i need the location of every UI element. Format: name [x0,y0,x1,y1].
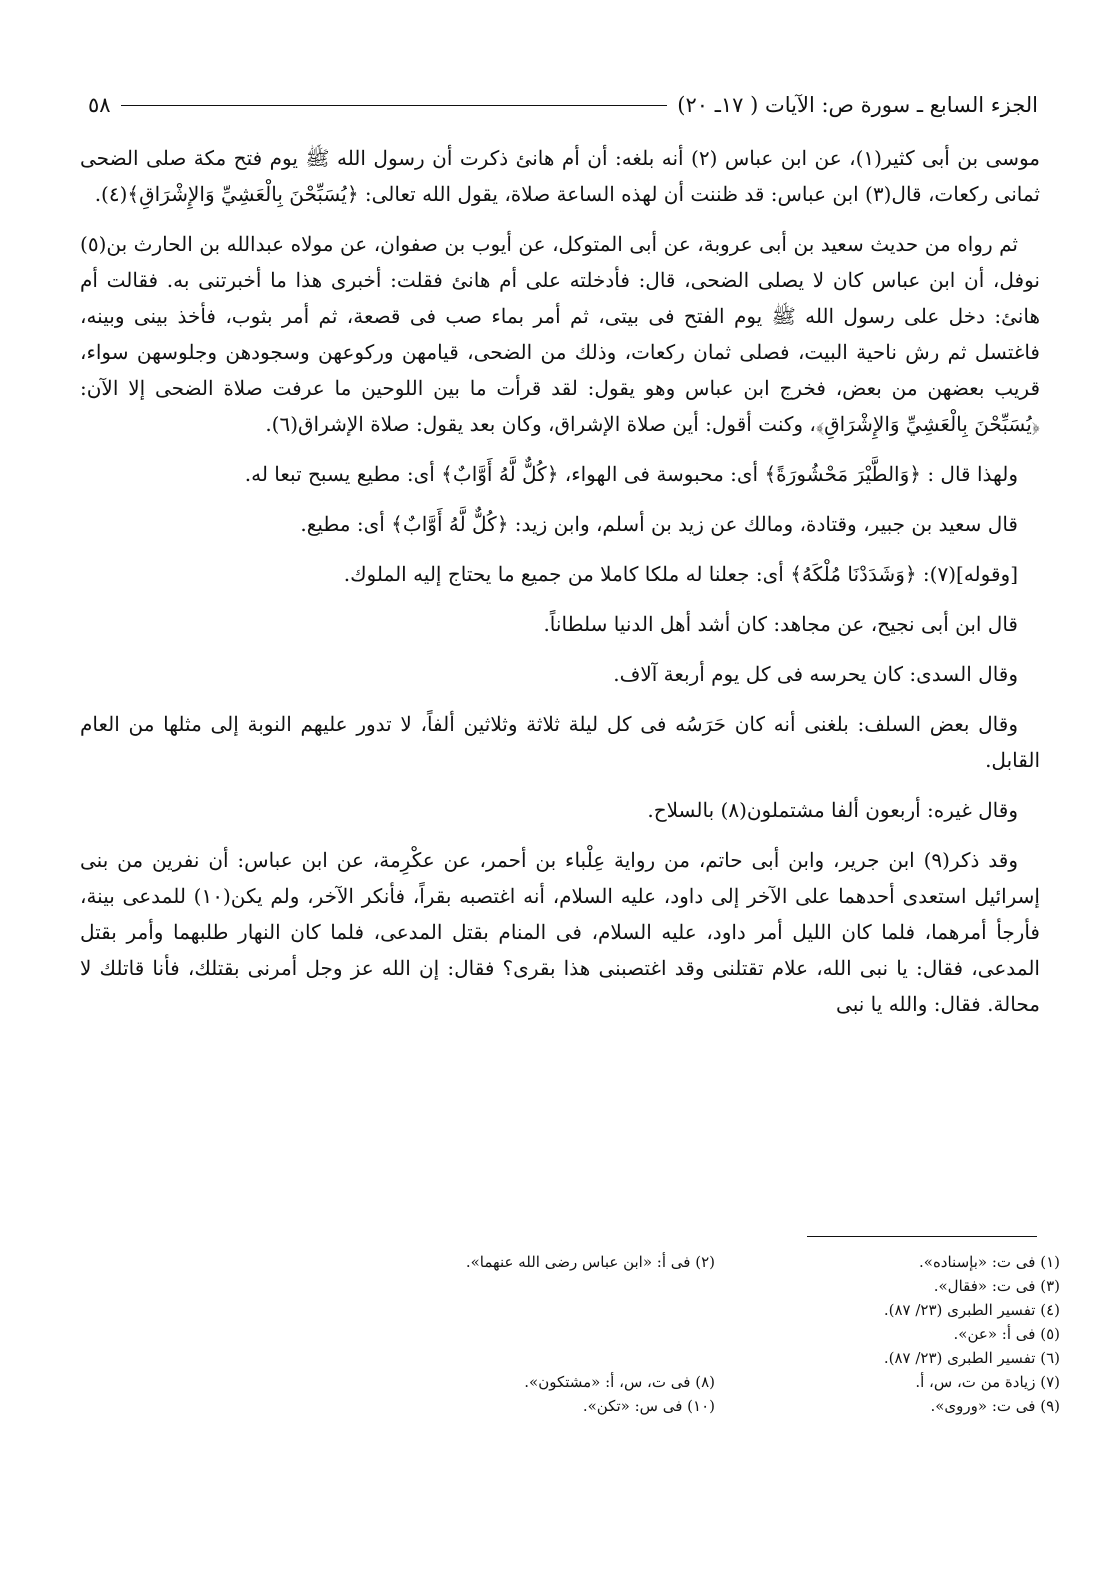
footnote: (٨) فى ت، س، أ: «مشتكون». [524,1373,715,1391]
footnote-row [300,1250,1060,1274]
header-rule [121,105,668,106]
page-header [88,88,1038,122]
main-text [80,140,1040,1036]
footnote: (٣) فى ت: «فقال». [933,1277,1060,1295]
paragraph: [وقوله](٧): ﴿وَشَدَدْنَا مُلْكَهُ﴾ أى: جعلنا له ملكا كاملا من جميع ما يحتاج إليه الملوك. [343,562,1018,586]
footnote-rule [807,1236,1037,1237]
footnote: (٧) زيادة من ت، س، أ. [915,1373,1060,1391]
page-number: ٥٨ [88,93,111,117]
footnote [385,1346,715,1370]
footnote: (٩) فى ت: «وروى». [930,1397,1060,1415]
footnote: (٢) فى أ: «ابن عباس رضى الله عنهما». [465,1253,715,1271]
footnote [385,1322,715,1346]
footnote: (١٠) فى س: «تكن». [582,1397,715,1415]
paragraph: قال ابن أبى نجيح، عن مجاهد: كان أشد أهل الدنيا سلطاناً. [543,612,1018,636]
footnote: (١) فى ت: «بإسناده». [919,1253,1060,1271]
paragraph: وقال السدى: كان يحرسه فى كل يوم أربعة آلاف. [613,662,1018,686]
footnote-row [300,1274,1060,1298]
footnote-row [300,1370,1060,1394]
paragraph: ثم رواه من حديث سعيد بن أبى عروبة، عن أبى المتوكل، عن أيوب بن صفوان، عن مولاه عبدالله بن الحارث بن(٥) نوفل، أن ابن عباس كان لا يصلى الضحى، قال: فأدخلته على أم هانئ فقلت: أخبرى هذا ما أخبرتنى به. فقالت أم هانئ: دخل على رسول الله ﷺ يوم الفتح فى بيتى، ثم أمر بماء صب فى قصعة، ثم أمر بثوب، فأخذ بينى وبينه، فاغتسل ثم رش ناحية البيت، فصلى ثمان ركعات، وذلك من الضحى، قيامهن وركوعهن وسجودهن وجلوسهن سواء، قريب بعضهن من بعض، فخرج ابن عباس وهو يقول: لقد قرأت ما بين اللوحين ما عرفت صلاة الضحى إلا الآن: ﴿يُسَبِّحْنَ بِالْعَشِيِّ وَالإِشْرَاقِ﴾، وكنت أقول: أين صلاة الإشراق، وكان بعد يقول: صلاة الإشراق(٦). [80,232,1041,436]
paragraph: موسى بن أبى كثير(١)، عن ابن عباس (٢) أنه بلغه: أن أم هانئ ذكرت أن رسول الله ﷺ يوم فتح مكة صلى الضحى ثمانى ركعات، قال(٣) ابن عباس: قد ظننت أن لهذه الساعة صلاة، يقول الله تعالى: ﴿يُسَبِّحْنَ بِالْعَشِيِّ وَالإِشْرَاقِ﴾(٤). [80,146,1041,206]
paragraph: وقال بعض السلف: بلغنى أنه كان حَرَسُه فى كل ليلة ثلاثة وثلاثين ألفاً، لا تدور عليهم النوبة إلى مثلها من العام القابل. [80,712,1040,772]
paragraph: ولهذا قال : ﴿وَالطَّيْرَ مَحْشُورَةً﴾ أى: محبوسة فى الهواء، ﴿كُلٌّ لَّهُ أَوَّابٌ﴾ أى: مطيع يسبح تبعا له. [244,462,1018,486]
paragraph: قال سعيد بن جبير، وقتادة، ومالك عن زيد بن أسلم، وابن زيد: ﴿كُلٌّ لَّهُ أَوَّابٌ﴾ أى: مطيع. [300,512,1018,536]
footnote: (٦) تفسير الطبرى (٢٣/ ٨٧). [883,1349,1060,1367]
footnote [385,1274,715,1298]
footnote-row [300,1322,1060,1346]
footnote: (٤) تفسير الطبرى (٢٣/ ٨٧). [883,1301,1060,1319]
footnote-row [300,1394,1060,1418]
footnote-row [300,1346,1060,1370]
paragraph: وقال غيره: أربعون ألفا مشتملون(٨) بالسلاح. [647,798,1018,822]
paragraph: وقد ذكر(٩) ابن جرير، وابن أبى حاتم، من رواية عِلْباء بن أحمر، عن عكْرِمة، عن ابن عباس: أن نفرين من بنى إسرائيل استعدى أحدهما على الآخر إلى داود، عليه السلام، أنه اغتصبه بقراً، فأنكر الآخر، ولم يكن(١٠) للمدعى بينة، فأرجأ أمرهما، فلما كان الليل أمر داود، عليه السلام، فى المنام بقتل المدعى، فلما كان النهار طلبهما وأمر بقتل المدعى، فقال: يا نبى الله، علام تقتلنى وقد اغتصبنى هذا بقرى؟ فقال: إن الله عز وجل أمرنى بقتلك، فأنا قاتلك لا محالة. فقال: والله يا نبى [80,848,1040,1016]
footnote [385,1298,715,1322]
footnote: (٥) فى أ: «عن». [953,1325,1060,1343]
running-title: الجزء السابع ـ سورة ص: الآيات ( ١٧ـ ٢٠) [677,93,1038,117]
footnotes [300,1250,1060,1418]
footnote-row [300,1298,1060,1322]
